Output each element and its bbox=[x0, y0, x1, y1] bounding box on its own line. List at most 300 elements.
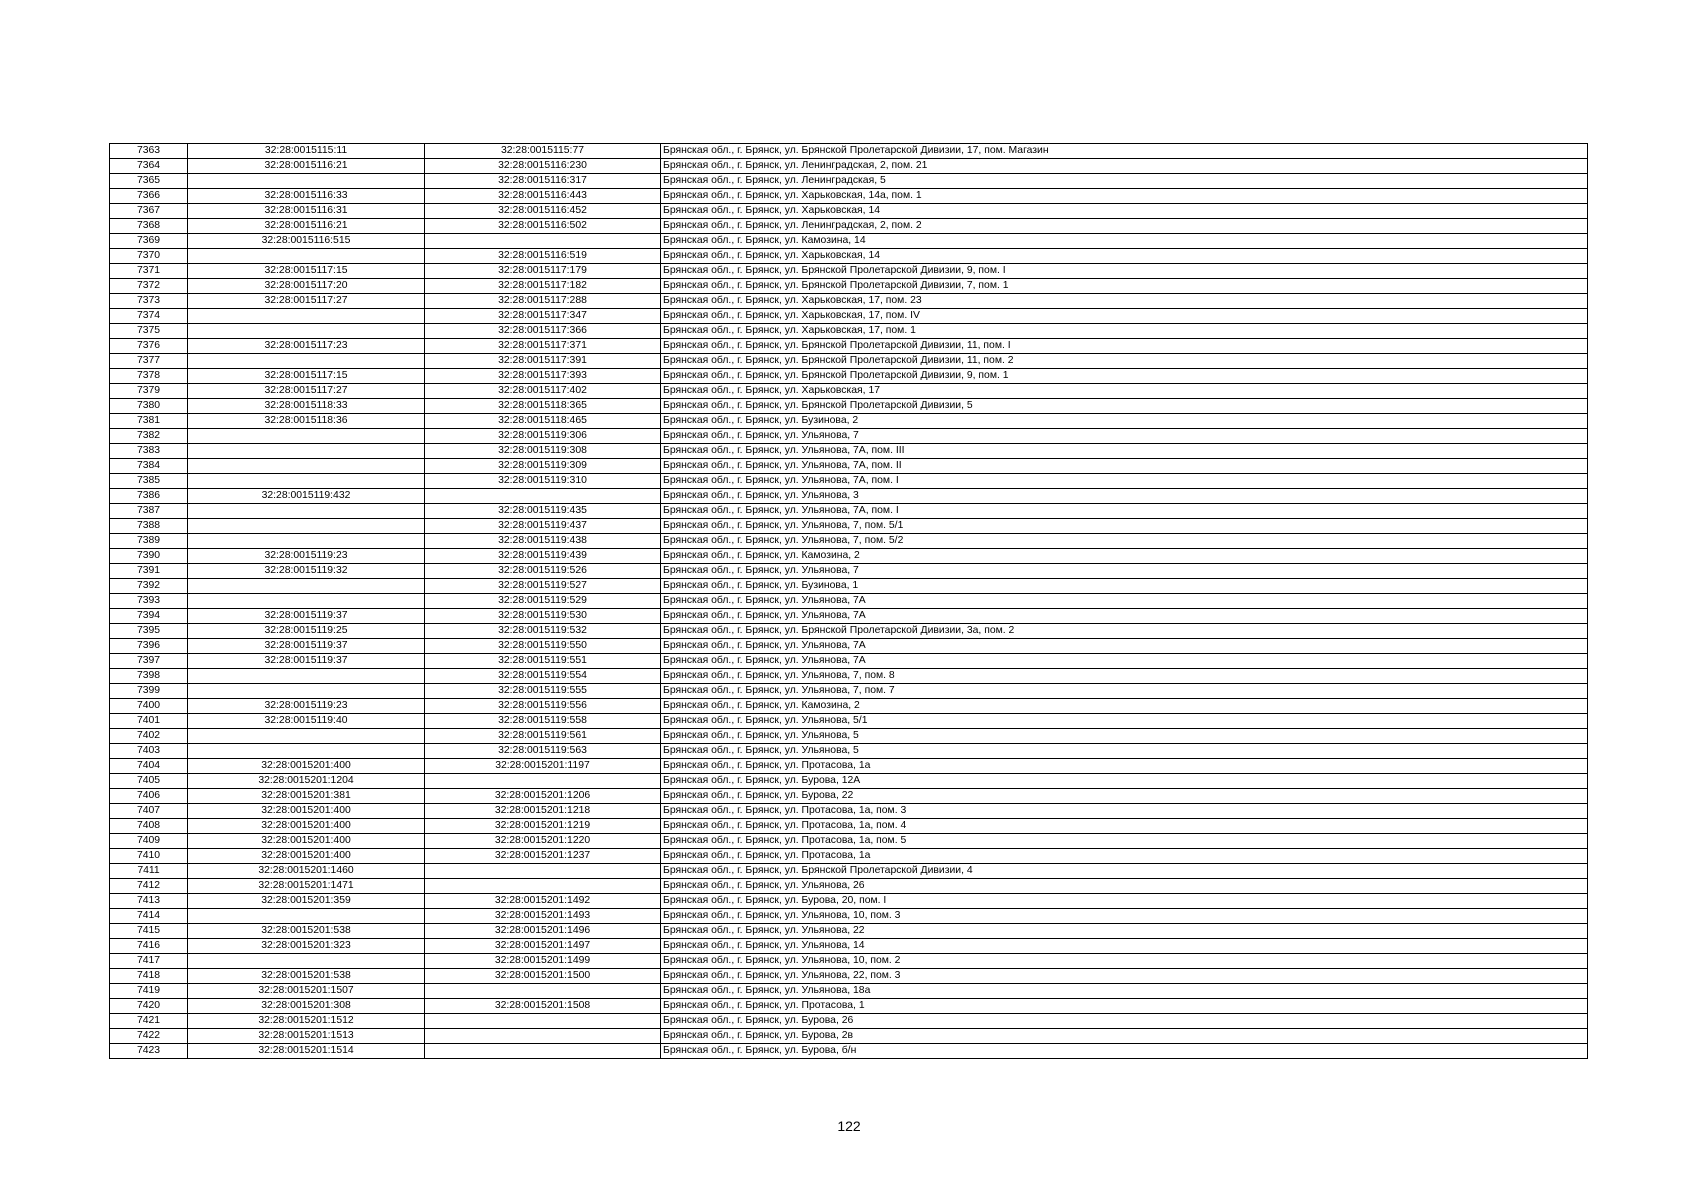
table-row bbox=[110, 504, 1588, 519]
row-number-cell: 7412 bbox=[110, 879, 188, 894]
land-cadastral-number-cell: 32:28:0015116:21 bbox=[188, 159, 425, 174]
row-number-cell: 7421 bbox=[110, 1014, 188, 1029]
table-row bbox=[110, 159, 1588, 174]
building-cadastral-number-cell bbox=[425, 234, 661, 249]
address-cell: Брянская обл., г. Брянск, ул. Протасова, 1а bbox=[661, 759, 1588, 774]
row-number-cell: 7407 bbox=[110, 804, 188, 819]
land-cadastral-number-cell: 32:28:0015117:20 bbox=[188, 279, 425, 294]
land-cadastral-number-cell: 32:28:0015119:23 bbox=[188, 699, 425, 714]
building-cadastral-number-cell: 32:28:0015119:556 bbox=[425, 699, 661, 714]
row-number-cell: 7366 bbox=[110, 189, 188, 204]
land-cadastral-number-cell bbox=[188, 174, 425, 189]
address-cell: Брянская обл., г. Брянск, ул. Бурова, 12А bbox=[661, 774, 1588, 789]
table-row bbox=[110, 624, 1588, 639]
land-cadastral-number-cell: 32:28:0015119:37 bbox=[188, 639, 425, 654]
row-number-cell: 7376 bbox=[110, 339, 188, 354]
land-cadastral-number-cell bbox=[188, 324, 425, 339]
land-cadastral-number-cell bbox=[188, 474, 425, 489]
table-row bbox=[110, 864, 1588, 879]
land-cadastral-number-cell bbox=[188, 744, 425, 759]
building-cadastral-number-cell: 32:28:0015116:502 bbox=[425, 219, 661, 234]
table-row bbox=[110, 819, 1588, 834]
address-cell: Брянская обл., г. Брянск, ул. Бурова, 26 bbox=[661, 1014, 1588, 1029]
address-cell: Брянская обл., г. Брянск, ул. Ульянова, 3 bbox=[661, 489, 1588, 504]
table-row bbox=[110, 444, 1588, 459]
row-number-cell: 7387 bbox=[110, 504, 188, 519]
row-number-cell: 7381 bbox=[110, 414, 188, 429]
address-cell: Брянская обл., г. Брянск, ул. Ульянова, 10, пом. 3 bbox=[661, 909, 1588, 924]
address-cell: Брянская обл., г. Брянск, ул. Ульянова, 7А bbox=[661, 639, 1588, 654]
row-number-cell: 7379 bbox=[110, 384, 188, 399]
address-cell: Брянская обл., г. Брянск, ул. Ульянова, 10, пом. 2 bbox=[661, 954, 1588, 969]
address-cell: Брянская обл., г. Брянск, ул. Камозина, 14 bbox=[661, 234, 1588, 249]
row-number-cell: 7378 bbox=[110, 369, 188, 384]
building-cadastral-number-cell: 32:28:0015115:77 bbox=[425, 144, 661, 159]
address-cell: Брянская обл., г. Брянск, ул. Ульянова, 7, пом. 8 bbox=[661, 669, 1588, 684]
address-cell: Брянская обл., г. Брянск, ул. Харьковская, 14а, пом. 1 bbox=[661, 189, 1588, 204]
row-number-cell: 7371 bbox=[110, 264, 188, 279]
land-cadastral-number-cell: 32:28:0015201:400 bbox=[188, 804, 425, 819]
building-cadastral-number-cell: 32:28:0015116:519 bbox=[425, 249, 661, 264]
building-cadastral-number-cell: 32:28:0015119:532 bbox=[425, 624, 661, 639]
building-cadastral-number-cell: 32:28:0015201:1496 bbox=[425, 924, 661, 939]
land-cadastral-number-cell bbox=[188, 594, 425, 609]
row-number-cell: 7410 bbox=[110, 849, 188, 864]
table-row bbox=[110, 804, 1588, 819]
land-cadastral-number-cell: 32:28:0015116:33 bbox=[188, 189, 425, 204]
row-number-cell: 7408 bbox=[110, 819, 188, 834]
land-cadastral-number-cell: 32:28:0015201:1513 bbox=[188, 1029, 425, 1044]
building-cadastral-number-cell: 32:28:0015119:529 bbox=[425, 594, 661, 609]
address-cell: Брянская обл., г. Брянск, ул. Ульянова, 22, пом. 3 bbox=[661, 969, 1588, 984]
building-cadastral-number-cell bbox=[425, 879, 661, 894]
address-cell: Брянская обл., г. Брянск, ул. Ульянова, 7, пом. 5/2 bbox=[661, 534, 1588, 549]
land-cadastral-number-cell: 32:28:0015117:27 bbox=[188, 384, 425, 399]
address-cell: Брянская обл., г. Брянск, ул. Ульянова, 5 bbox=[661, 744, 1588, 759]
land-cadastral-number-cell: 32:28:0015116:31 bbox=[188, 204, 425, 219]
address-cell: Брянская обл., г. Брянск, ул. Ульянова, 7А bbox=[661, 609, 1588, 624]
table-row bbox=[110, 669, 1588, 684]
land-cadastral-number-cell: 32:28:0015201:538 bbox=[188, 924, 425, 939]
row-number-cell: 7413 bbox=[110, 894, 188, 909]
land-cadastral-number-cell: 32:28:0015117:23 bbox=[188, 339, 425, 354]
row-number-cell: 7388 bbox=[110, 519, 188, 534]
address-cell: Брянская обл., г. Брянск, ул. Ульянова, 7, пом. 5/1 bbox=[661, 519, 1588, 534]
table-row bbox=[110, 924, 1588, 939]
building-cadastral-number-cell: 32:28:0015117:366 bbox=[425, 324, 661, 339]
land-cadastral-number-cell: 32:28:0015201:1471 bbox=[188, 879, 425, 894]
building-cadastral-number-cell: 32:28:0015201:1220 bbox=[425, 834, 661, 849]
row-number-cell: 7365 bbox=[110, 174, 188, 189]
building-cadastral-number-cell: 32:28:0015119:527 bbox=[425, 579, 661, 594]
row-number-cell: 7385 bbox=[110, 474, 188, 489]
building-cadastral-number-cell: 32:28:0015117:347 bbox=[425, 309, 661, 324]
building-cadastral-number-cell: 32:28:0015201:1497 bbox=[425, 939, 661, 954]
building-cadastral-number-cell: 32:28:0015119:551 bbox=[425, 654, 661, 669]
address-cell: Брянская обл., г. Брянск, ул. Ульянова, 7, пом. 7 bbox=[661, 684, 1588, 699]
land-cadastral-number-cell bbox=[188, 909, 425, 924]
land-cadastral-number-cell bbox=[188, 429, 425, 444]
address-cell: Брянская обл., г. Брянск, ул. Харьковская, 14 bbox=[661, 249, 1588, 264]
address-cell: Брянская обл., г. Брянск, ул. Ленинградская, 2, пом. 21 bbox=[661, 159, 1588, 174]
row-number-cell: 7363 bbox=[110, 144, 188, 159]
land-cadastral-number-cell bbox=[188, 309, 425, 324]
building-cadastral-number-cell: 32:28:0015201:1197 bbox=[425, 759, 661, 774]
table-row bbox=[110, 204, 1588, 219]
table-row bbox=[110, 564, 1588, 579]
land-cadastral-number-cell: 32:28:0015201:381 bbox=[188, 789, 425, 804]
land-cadastral-number-cell: 32:28:0015201:1514 bbox=[188, 1044, 425, 1059]
address-cell: Брянская обл., г. Брянск, ул. Брянской Пролетарской Дивизии, 3а, пом. 2 bbox=[661, 624, 1588, 639]
building-cadastral-number-cell: 32:28:0015116:230 bbox=[425, 159, 661, 174]
building-cadastral-number-cell bbox=[425, 864, 661, 879]
row-number-cell: 7417 bbox=[110, 954, 188, 969]
building-cadastral-number-cell: 32:28:0015201:1492 bbox=[425, 894, 661, 909]
address-cell: Брянская обл., г. Брянск, ул. Ленинградская, 5 bbox=[661, 174, 1588, 189]
building-cadastral-number-cell: 32:28:0015119:530 bbox=[425, 609, 661, 624]
address-cell: Брянская обл., г. Брянск, ул. Протасова, 1а, пом. 5 bbox=[661, 834, 1588, 849]
building-cadastral-number-cell: 32:28:0015117:371 bbox=[425, 339, 661, 354]
land-cadastral-number-cell: 32:28:0015117:15 bbox=[188, 264, 425, 279]
row-number-cell: 7414 bbox=[110, 909, 188, 924]
address-cell: Брянская обл., г. Брянск, ул. Харьковская, 17 bbox=[661, 384, 1588, 399]
land-cadastral-number-cell: 32:28:0015201:538 bbox=[188, 969, 425, 984]
address-cell: Брянская обл., г. Брянск, ул. Бурова, б/н bbox=[661, 1044, 1588, 1059]
row-number-cell: 7404 bbox=[110, 759, 188, 774]
row-number-cell: 7390 bbox=[110, 549, 188, 564]
building-cadastral-number-cell: 32:28:0015116:443 bbox=[425, 189, 661, 204]
building-cadastral-number-cell: 32:28:0015119:309 bbox=[425, 459, 661, 474]
row-number-cell: 7380 bbox=[110, 399, 188, 414]
table-row bbox=[110, 144, 1588, 159]
land-cadastral-number-cell bbox=[188, 249, 425, 264]
address-cell: Брянская обл., г. Брянск, ул. Ульянова, 7А, пом. I bbox=[661, 504, 1588, 519]
table-row bbox=[110, 834, 1588, 849]
row-number-cell: 7406 bbox=[110, 789, 188, 804]
row-number-cell: 7364 bbox=[110, 159, 188, 174]
building-cadastral-number-cell: 32:28:0015119:558 bbox=[425, 714, 661, 729]
row-number-cell: 7384 bbox=[110, 459, 188, 474]
building-cadastral-number-cell: 32:28:0015201:1218 bbox=[425, 804, 661, 819]
row-number-cell: 7377 bbox=[110, 354, 188, 369]
row-number-cell: 7394 bbox=[110, 609, 188, 624]
building-cadastral-number-cell: 32:28:0015119:308 bbox=[425, 444, 661, 459]
address-cell: Брянская обл., г. Брянск, ул. Протасова, 1а, пом. 4 bbox=[661, 819, 1588, 834]
building-cadastral-number-cell: 32:28:0015117:393 bbox=[425, 369, 661, 384]
row-number-cell: 7375 bbox=[110, 324, 188, 339]
row-number-cell: 7405 bbox=[110, 774, 188, 789]
table-row bbox=[110, 249, 1588, 264]
table-row bbox=[110, 699, 1588, 714]
table-row bbox=[110, 414, 1588, 429]
land-cadastral-number-cell: 32:28:0015118:36 bbox=[188, 414, 425, 429]
table-row bbox=[110, 729, 1588, 744]
land-cadastral-number-cell: 32:28:0015119:32 bbox=[188, 564, 425, 579]
address-cell: Брянская обл., г. Брянск, ул. Бурова, 2в bbox=[661, 1029, 1588, 1044]
address-cell: Брянская обл., г. Брянск, ул. Камозина, 2 bbox=[661, 549, 1588, 564]
row-number-cell: 7367 bbox=[110, 204, 188, 219]
address-cell: Брянская обл., г. Брянск, ул. Протасова, 1 bbox=[661, 999, 1588, 1014]
table-row bbox=[110, 339, 1588, 354]
row-number-cell: 7398 bbox=[110, 669, 188, 684]
land-cadastral-number-cell: 32:28:0015201:359 bbox=[188, 894, 425, 909]
land-cadastral-number-cell: 32:28:0015118:33 bbox=[188, 399, 425, 414]
land-cadastral-number-cell: 32:28:0015119:23 bbox=[188, 549, 425, 564]
row-number-cell: 7368 bbox=[110, 219, 188, 234]
building-cadastral-number-cell: 32:28:0015117:288 bbox=[425, 294, 661, 309]
cadastral-table bbox=[109, 143, 1588, 1059]
table-row bbox=[110, 174, 1588, 189]
land-cadastral-number-cell bbox=[188, 954, 425, 969]
building-cadastral-number-cell: 32:28:0015117:182 bbox=[425, 279, 661, 294]
table-row bbox=[110, 1014, 1588, 1029]
building-cadastral-number-cell: 32:28:0015119:306 bbox=[425, 429, 661, 444]
address-cell: Брянская обл., г. Брянск, ул. Харьковская, 17, пом. IV bbox=[661, 309, 1588, 324]
address-cell: Брянская обл., г. Брянск, ул. Бузинова, 2 bbox=[661, 414, 1588, 429]
row-number-cell: 7402 bbox=[110, 729, 188, 744]
building-cadastral-number-cell: 32:28:0015119:555 bbox=[425, 684, 661, 699]
address-cell: Брянская обл., г. Брянск, ул. Бурова, 20, пом. I bbox=[661, 894, 1588, 909]
building-cadastral-number-cell: 32:28:0015117:179 bbox=[425, 264, 661, 279]
address-cell: Брянская обл., г. Брянск, ул. Ульянова, 18а bbox=[661, 984, 1588, 999]
address-cell: Брянская обл., г. Брянск, ул. Брянской Пролетарской Дивизии, 11, пом. 2 bbox=[661, 354, 1588, 369]
land-cadastral-number-cell bbox=[188, 579, 425, 594]
land-cadastral-number-cell: 32:28:0015119:40 bbox=[188, 714, 425, 729]
row-number-cell: 7419 bbox=[110, 984, 188, 999]
row-number-cell: 7416 bbox=[110, 939, 188, 954]
table-row bbox=[110, 474, 1588, 489]
address-cell: Брянская обл., г. Брянск, ул. Камозина, 2 bbox=[661, 699, 1588, 714]
building-cadastral-number-cell: 32:28:0015117:402 bbox=[425, 384, 661, 399]
row-number-cell: 7383 bbox=[110, 444, 188, 459]
land-cadastral-number-cell: 32:28:0015201:1204 bbox=[188, 774, 425, 789]
land-cadastral-number-cell: 32:28:0015119:37 bbox=[188, 654, 425, 669]
table-row bbox=[110, 1029, 1588, 1044]
address-cell: Брянская обл., г. Брянск, ул. Харьковская, 17, пом. 23 bbox=[661, 294, 1588, 309]
address-cell: Брянская обл., г. Брянск, ул. Брянской Пролетарской Дивизии, 7, пом. 1 bbox=[661, 279, 1588, 294]
building-cadastral-number-cell bbox=[425, 1044, 661, 1059]
building-cadastral-number-cell: 32:28:0015117:391 bbox=[425, 354, 661, 369]
row-number-cell: 7373 bbox=[110, 294, 188, 309]
table-row bbox=[110, 654, 1588, 669]
land-cadastral-number-cell: 32:28:0015116:21 bbox=[188, 219, 425, 234]
land-cadastral-number-cell: 32:28:0015201:400 bbox=[188, 834, 425, 849]
land-cadastral-number-cell: 32:28:0015119:25 bbox=[188, 624, 425, 639]
address-cell: Брянская обл., г. Брянск, ул. Брянской Пролетарской Дивизии, 17, пом. Магазин bbox=[661, 144, 1588, 159]
row-number-cell: 7422 bbox=[110, 1029, 188, 1044]
table-row bbox=[110, 639, 1588, 654]
building-cadastral-number-cell: 32:28:0015201:1219 bbox=[425, 819, 661, 834]
table-row bbox=[110, 879, 1588, 894]
address-cell: Брянская обл., г. Брянск, ул. Ульянова, 7А, пом. I bbox=[661, 474, 1588, 489]
row-number-cell: 7386 bbox=[110, 489, 188, 504]
building-cadastral-number-cell: 32:28:0015118:465 bbox=[425, 414, 661, 429]
row-number-cell: 7397 bbox=[110, 654, 188, 669]
table-row bbox=[110, 594, 1588, 609]
table-row bbox=[110, 459, 1588, 474]
table-row bbox=[110, 759, 1588, 774]
land-cadastral-number-cell bbox=[188, 459, 425, 474]
table-row bbox=[110, 294, 1588, 309]
table-row bbox=[110, 354, 1588, 369]
table-row bbox=[110, 399, 1588, 414]
address-cell: Брянская обл., г. Брянск, ул. Бурова, 22 bbox=[661, 789, 1588, 804]
address-cell: Брянская обл., г. Брянск, ул. Ульянова, 5/1 bbox=[661, 714, 1588, 729]
address-cell: Брянская обл., г. Брянск, ул. Брянской Пролетарской Дивизии, 4 bbox=[661, 864, 1588, 879]
table-row bbox=[110, 384, 1588, 399]
land-cadastral-number-cell: 32:28:0015115:11 bbox=[188, 144, 425, 159]
row-number-cell: 7389 bbox=[110, 534, 188, 549]
table-row bbox=[110, 264, 1588, 279]
land-cadastral-number-cell: 32:28:0015116:515 bbox=[188, 234, 425, 249]
table-row bbox=[110, 894, 1588, 909]
table-row bbox=[110, 519, 1588, 534]
building-cadastral-number-cell: 32:28:0015116:317 bbox=[425, 174, 661, 189]
row-number-cell: 7409 bbox=[110, 834, 188, 849]
address-cell: Брянская обл., г. Брянск, ул. Ульянова, 7А bbox=[661, 654, 1588, 669]
address-cell: Брянская обл., г. Брянск, ул. Ульянова, 14 bbox=[661, 939, 1588, 954]
table-row bbox=[110, 744, 1588, 759]
building-cadastral-number-cell: 32:28:0015201:1508 bbox=[425, 999, 661, 1014]
row-number-cell: 7391 bbox=[110, 564, 188, 579]
land-cadastral-number-cell: 32:28:0015119:432 bbox=[188, 489, 425, 504]
building-cadastral-number-cell: 32:28:0015119:439 bbox=[425, 549, 661, 564]
building-cadastral-number-cell: 32:28:0015119:550 bbox=[425, 639, 661, 654]
building-cadastral-number-cell: 32:28:0015119:561 bbox=[425, 729, 661, 744]
building-cadastral-number-cell bbox=[425, 1014, 661, 1029]
address-cell: Брянская обл., г. Брянск, ул. Ленинградская, 2, пом. 2 bbox=[661, 219, 1588, 234]
land-cadastral-number-cell: 32:28:0015119:37 bbox=[188, 609, 425, 624]
table-row bbox=[110, 849, 1588, 864]
address-cell: Брянская обл., г. Брянск, ул. Брянской Пролетарской Дивизии, 9, пом. I bbox=[661, 264, 1588, 279]
building-cadastral-number-cell: 32:28:0015201:1237 bbox=[425, 849, 661, 864]
table-row bbox=[110, 489, 1588, 504]
row-number-cell: 7420 bbox=[110, 999, 188, 1014]
address-cell: Брянская обл., г. Брянск, ул. Ульянова, 7А, пом. III bbox=[661, 444, 1588, 459]
building-cadastral-number-cell: 32:28:0015119:526 bbox=[425, 564, 661, 579]
table-row bbox=[110, 909, 1588, 924]
row-number-cell: 7369 bbox=[110, 234, 188, 249]
building-cadastral-number-cell: 32:28:0015119:310 bbox=[425, 474, 661, 489]
land-cadastral-number-cell bbox=[188, 669, 425, 684]
row-number-cell: 7401 bbox=[110, 714, 188, 729]
land-cadastral-number-cell: 32:28:0015201:1507 bbox=[188, 984, 425, 999]
table-row bbox=[110, 309, 1588, 324]
table-row bbox=[110, 774, 1588, 789]
table-row bbox=[110, 549, 1588, 564]
table-row bbox=[110, 369, 1588, 384]
building-cadastral-number-cell: 32:28:0015118:365 bbox=[425, 399, 661, 414]
row-number-cell: 7393 bbox=[110, 594, 188, 609]
row-number-cell: 7382 bbox=[110, 429, 188, 444]
row-number-cell: 7418 bbox=[110, 969, 188, 984]
building-cadastral-number-cell: 32:28:0015201:1206 bbox=[425, 789, 661, 804]
row-number-cell: 7400 bbox=[110, 699, 188, 714]
address-cell: Брянская обл., г. Брянск, ул. Протасова, 1а bbox=[661, 849, 1588, 864]
land-cadastral-number-cell bbox=[188, 354, 425, 369]
building-cadastral-number-cell bbox=[425, 1029, 661, 1044]
table-row bbox=[110, 969, 1588, 984]
row-number-cell: 7423 bbox=[110, 1044, 188, 1059]
table-row bbox=[110, 789, 1588, 804]
building-cadastral-number-cell bbox=[425, 984, 661, 999]
land-cadastral-number-cell: 32:28:0015201:1512 bbox=[188, 1014, 425, 1029]
building-cadastral-number-cell: 32:28:0015201:1500 bbox=[425, 969, 661, 984]
land-cadastral-number-cell bbox=[188, 684, 425, 699]
table-row bbox=[110, 279, 1588, 294]
building-cadastral-number-cell bbox=[425, 489, 661, 504]
building-cadastral-number-cell: 32:28:0015119:437 bbox=[425, 519, 661, 534]
table-row bbox=[110, 234, 1588, 249]
land-cadastral-number-cell: 32:28:0015117:27 bbox=[188, 294, 425, 309]
address-cell: Брянская обл., г. Брянск, ул. Бузинова, 1 bbox=[661, 579, 1588, 594]
land-cadastral-number-cell: 32:28:0015201:1460 bbox=[188, 864, 425, 879]
address-cell: Брянская обл., г. Брянск, ул. Ульянова, 7А bbox=[661, 594, 1588, 609]
land-cadastral-number-cell bbox=[188, 534, 425, 549]
table-row bbox=[110, 984, 1588, 999]
building-cadastral-number-cell bbox=[425, 774, 661, 789]
land-cadastral-number-cell bbox=[188, 519, 425, 534]
building-cadastral-number-cell: 32:28:0015119:563 bbox=[425, 744, 661, 759]
land-cadastral-number-cell: 32:28:0015201:308 bbox=[188, 999, 425, 1014]
row-number-cell: 7403 bbox=[110, 744, 188, 759]
building-cadastral-number-cell: 32:28:0015119:554 bbox=[425, 669, 661, 684]
land-cadastral-number-cell bbox=[188, 444, 425, 459]
land-cadastral-number-cell bbox=[188, 729, 425, 744]
table-row bbox=[110, 534, 1588, 549]
table-row bbox=[110, 939, 1588, 954]
land-cadastral-number-cell: 32:28:0015201:323 bbox=[188, 939, 425, 954]
page-number: 122 bbox=[837, 1118, 861, 1134]
building-cadastral-number-cell: 32:28:0015119:435 bbox=[425, 504, 661, 519]
address-cell: Брянская обл., г. Брянск, ул. Брянской Пролетарской Дивизии, 11, пом. I bbox=[661, 339, 1588, 354]
address-cell: Брянская обл., г. Брянск, ул. Ульянова, 7 bbox=[661, 564, 1588, 579]
land-cadastral-number-cell: 32:28:0015201:400 bbox=[188, 849, 425, 864]
building-cadastral-number-cell: 32:28:0015119:438 bbox=[425, 534, 661, 549]
table-row bbox=[110, 999, 1588, 1014]
address-cell: Брянская обл., г. Брянск, ул. Ульянова, 7 bbox=[661, 429, 1588, 444]
building-cadastral-number-cell: 32:28:0015116:452 bbox=[425, 204, 661, 219]
building-cadastral-number-cell: 32:28:0015201:1499 bbox=[425, 954, 661, 969]
table-row bbox=[110, 219, 1588, 234]
table-row bbox=[110, 189, 1588, 204]
land-cadastral-number-cell bbox=[188, 504, 425, 519]
address-cell: Брянская обл., г. Брянск, ул. Протасова, 1а, пом. 3 bbox=[661, 804, 1588, 819]
row-number-cell: 7395 bbox=[110, 624, 188, 639]
address-cell: Брянская обл., г. Брянск, ул. Ульянова, 7А, пом. II bbox=[661, 459, 1588, 474]
table-row bbox=[110, 714, 1588, 729]
row-number-cell: 7399 bbox=[110, 684, 188, 699]
row-number-cell: 7370 bbox=[110, 249, 188, 264]
address-cell: Брянская обл., г. Брянск, ул. Брянской Пролетарской Дивизии, 5 bbox=[661, 399, 1588, 414]
land-cadastral-number-cell: 32:28:0015201:400 bbox=[188, 819, 425, 834]
table-row bbox=[110, 579, 1588, 594]
table-row bbox=[110, 429, 1588, 444]
table-row bbox=[110, 1044, 1588, 1059]
row-number-cell: 7374 bbox=[110, 309, 188, 324]
row-number-cell: 7411 bbox=[110, 864, 188, 879]
land-cadastral-number-cell: 32:28:0015201:400 bbox=[188, 759, 425, 774]
address-cell: Брянская обл., г. Брянск, ул. Ульянова, 5 bbox=[661, 729, 1588, 744]
address-cell: Брянская обл., г. Брянск, ул. Харьковская, 17, пом. 1 bbox=[661, 324, 1588, 339]
address-cell: Брянская обл., г. Брянск, ул. Ульянова, 22 bbox=[661, 924, 1588, 939]
row-number-cell: 7415 bbox=[110, 924, 188, 939]
table-row bbox=[110, 324, 1588, 339]
row-number-cell: 7392 bbox=[110, 579, 188, 594]
table-row bbox=[110, 609, 1588, 624]
table-body bbox=[110, 144, 1588, 1059]
table-row bbox=[110, 954, 1588, 969]
